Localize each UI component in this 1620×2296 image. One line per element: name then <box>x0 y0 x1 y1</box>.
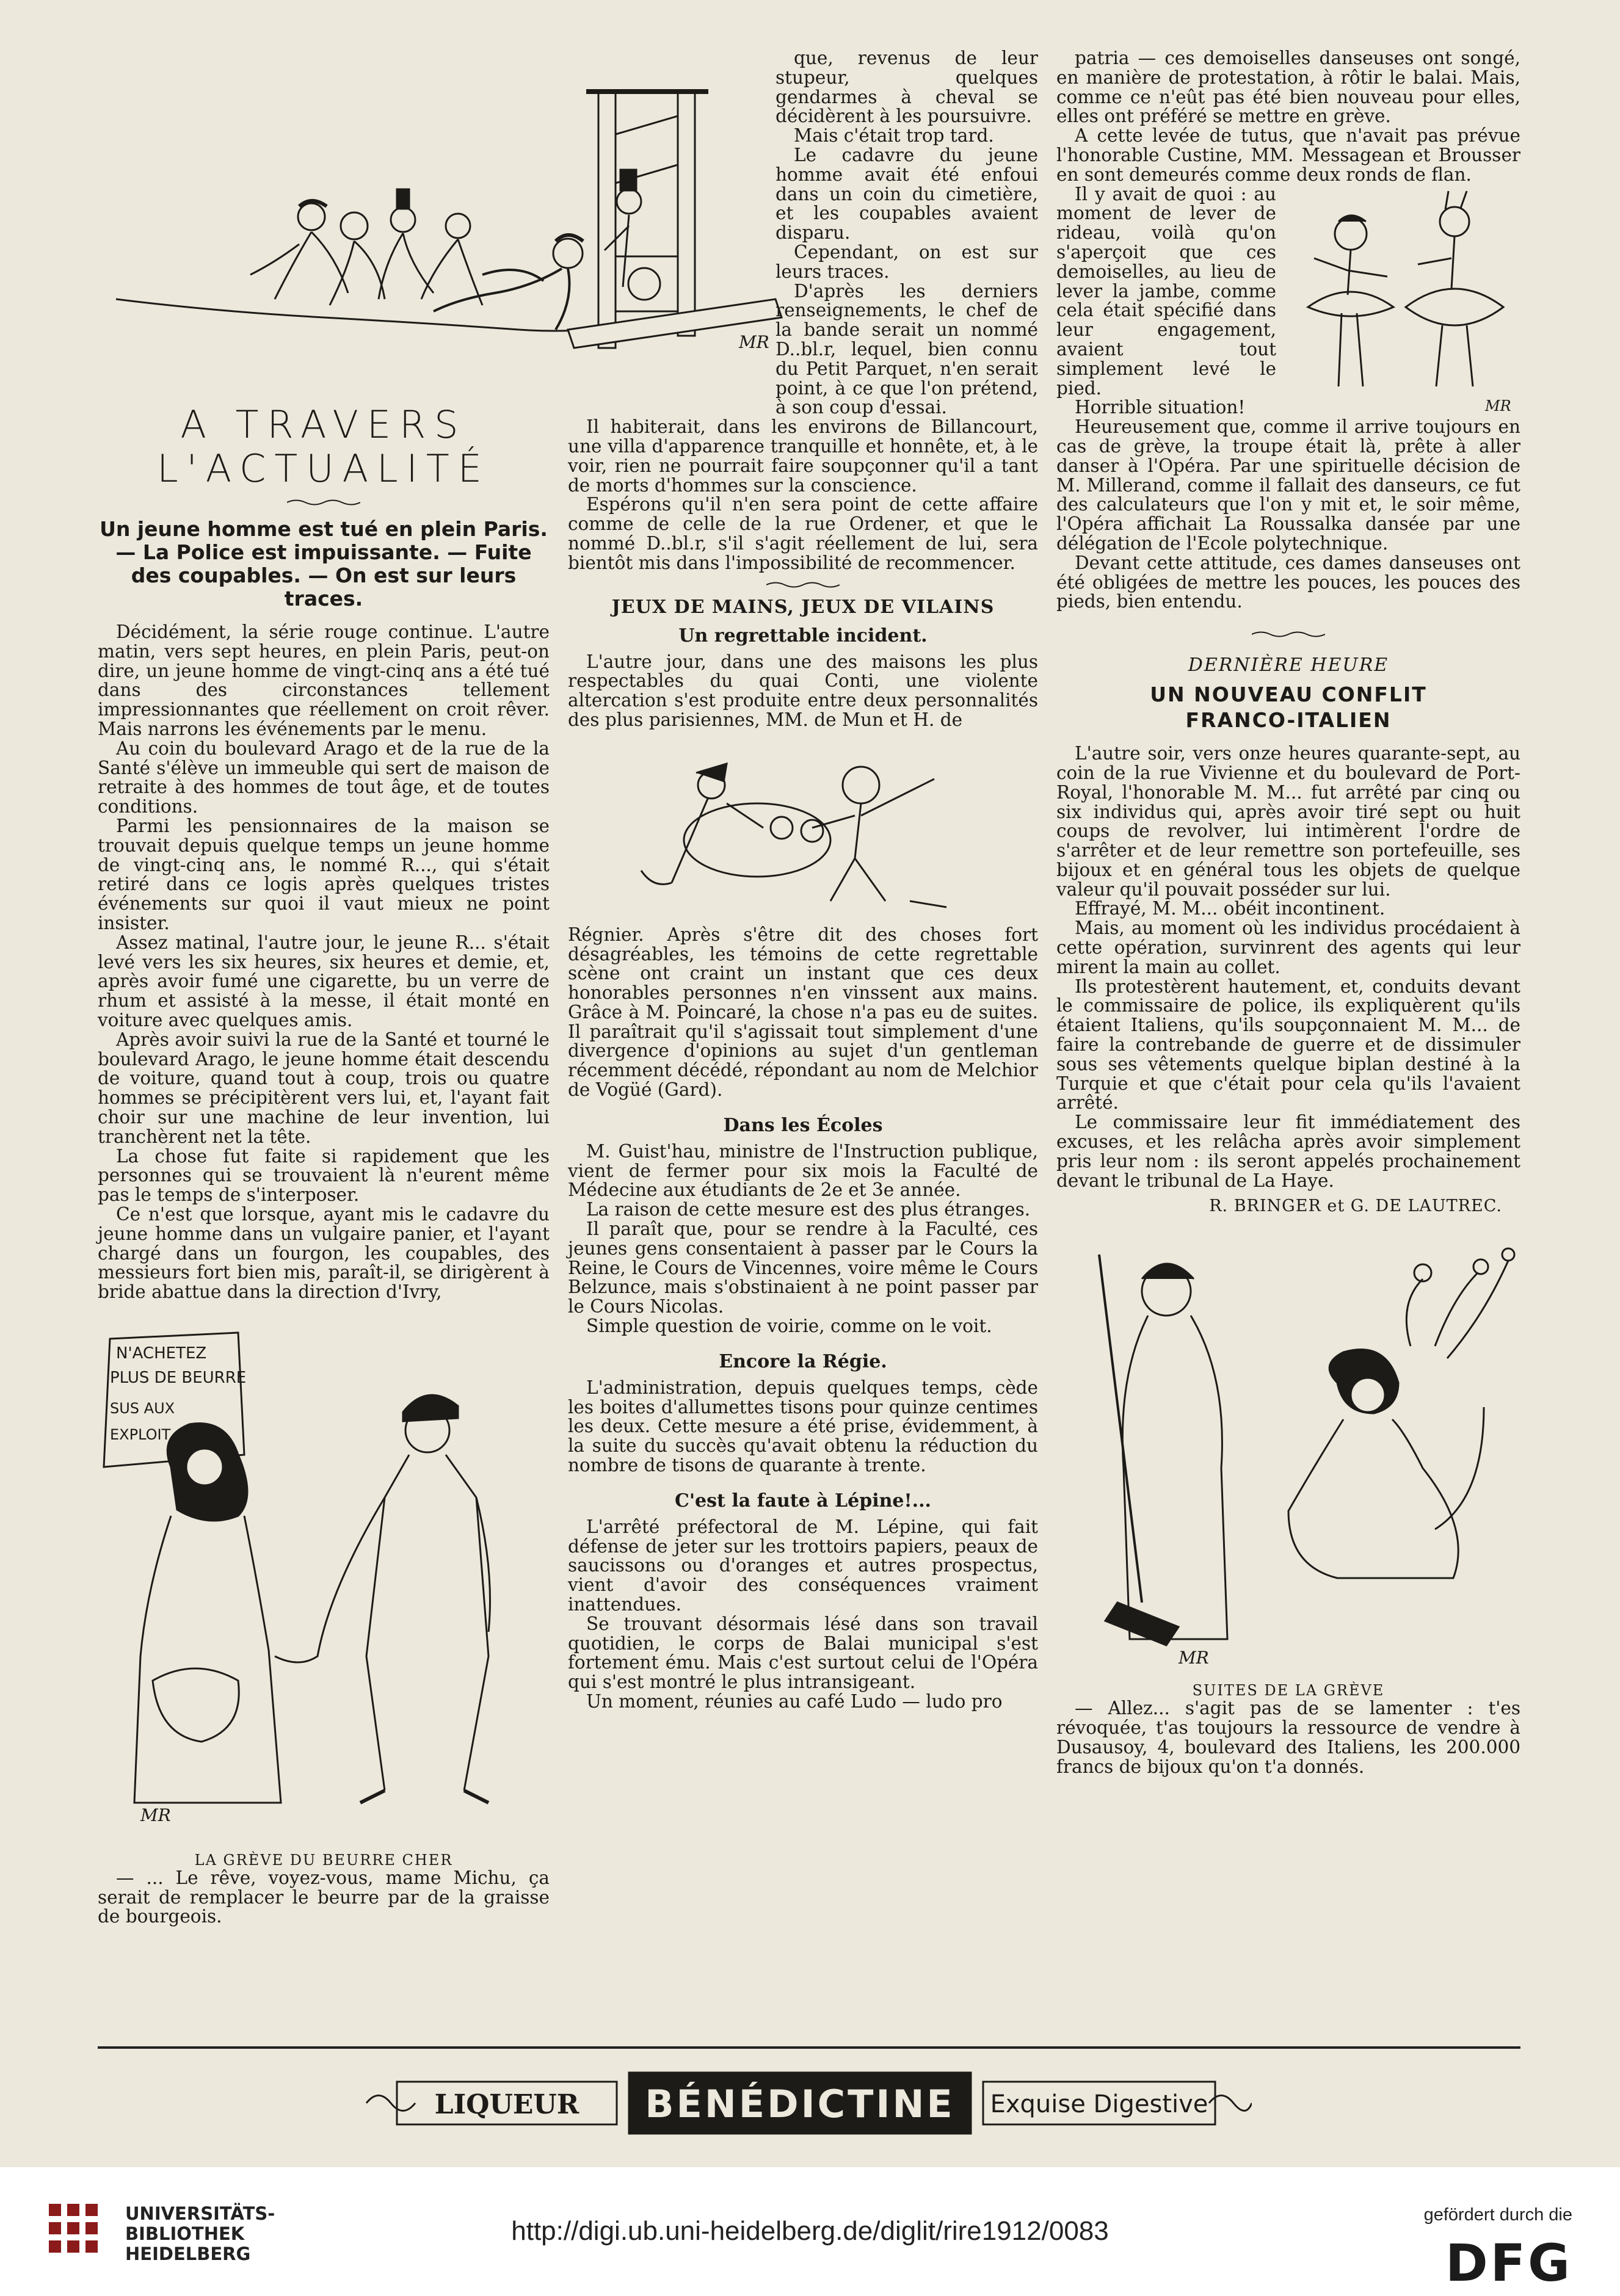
article-paragraph: A cette levée de tutus, que n'avait pas prévue l'honorable Custine, MM. Messagean et Brousser en sont demeurés comme deux ronds de flan. <box>1056 125 1520 185</box>
article-paragraph: Le cadavre du jeune homme avait été enfoui dans un coin du cimetière, et les coupables avaient disparu. <box>775 144 1038 244</box>
banner-left-text: LIQUEUR <box>434 2089 579 2120</box>
column-left <box>98 49 769 1927</box>
sign-text: EXPLOIT <box>110 1425 171 1443</box>
conflict-headline-line2: FRANCO-ITALIEN <box>1185 708 1392 733</box>
article-paragraph: Horrible situation! <box>1075 397 1246 418</box>
ornament-divider <box>766 581 840 589</box>
benedictine-banner <box>360 2070 1252 2137</box>
article-paragraph: Assez matinal, l'autre jour, le jeune R... s'était levé vers les six heures, six heures et demie, et, après avoir fumé une cigarette, bu un verre de rhum et assisté à la messe, il était monté en voiture avec quelques amis. <box>98 932 550 1030</box>
article-paragraph: Simple question de voirie, comme on le voit. <box>586 1316 992 1337</box>
illustration-caption-title: LA GRÈVE DU BEURRE CHER <box>194 1851 453 1869</box>
column-middle <box>568 49 1038 1712</box>
article-paragraph: L'autre soir, vers onze heures quarante-sept, au coin de la rue Vivienne et du boulevard de Port-Royal, l'honorable M. M... fut arrêté par cinq ou six individus qui, après avoir tiré sept ou huit coups de revolver, lui intimèrent l'ordre de s'arrêter et de leur remettre son portefeuille, ses bijoux et en général tous les objets de quelque valeur qu'il pouvait posséder sur lui. <box>1056 743 1520 900</box>
article-paragraph: Effrayé, M. M... obéit incontinent. <box>1075 898 1386 919</box>
article-paragraph: Mais c'était trop tard. <box>794 125 994 147</box>
article-paragraph: Après avoir suivi la rue de la Santé et tourné le boulevard Arago, le jeune homme était descendu de voiture, quand tout à coup, trois ou quatre hommes se précipitèrent vers lui, et, l'ayant fait choir sur une machine de leur invention, lui tranchèrent net la tête. <box>98 1029 550 1147</box>
article-paragraph: M. Guist'hau, ministre de l'Instruction publique, vient de fermer pour six mois la Faculté de Médecine aux étudiants de 2e et 3e année. <box>568 1140 1038 1201</box>
brawl-illustration <box>568 736 1038 919</box>
ornament-divider <box>287 498 360 507</box>
article-paragraph: Un moment, réunies au café Ludo — ludo pro <box>586 1691 1003 1712</box>
conflict-headline-line1: UN NOUVEAU CONFLIT <box>1150 683 1427 707</box>
article-paragraph: que, revenus de leur stupeur, quelques gendarmes à cheval se décidèrent à les poursuivre. <box>775 48 1038 127</box>
section-subheading: Dans les Écoles <box>723 1114 883 1136</box>
article-paragraph: Ce n'est que lorsque, ayant mis le cadavre du jeune homme dans un vulgaire panier, et l'ayant chargé dans un fourgon, les coupables, des messieurs fort bien mis, paraît-il, se dirigèrent à bride abattue dans la direction d'Ivry, <box>98 1203 550 1303</box>
artist-mark: MR <box>1179 1648 1209 1668</box>
article-paragraph: Parmi les pensionnaires de la maison se trouvait depuis quelque temps un jeune homme de vingt-cinq ans, le nommé R..., qui s'était retiré dans ce logis après quelques tristes événements sur quoi il vaut mieux ne point insister. <box>98 815 550 933</box>
article-paragraph: Heureusement que, comme il arrive toujours en cas de grève, la troupe était là, prête à aller danser à l'Opéra. Par une spirituelle décision de M. Millerand, comme il fallait des danseurs, ce fut des calculateurs que l'on y mit et, le soir même, l'Opéra affichait La Roussalka dansée par une délégation de l'Ecole polytechnique. <box>1056 416 1520 554</box>
article-paragraph: D'après les derniers renseignements, le chef de la bande serait un nommé D..bl.r, lequel, bien connu du Petit Parquet, n'en serait point, à ce que l'on prétend, à son coup d'essai. <box>775 280 1038 418</box>
article-paragraph: patria — ces demoiselles danseuses ont songé, en manière de protestation, à rôtir le balai. Mais, comme ce n'eût pas été bien nouveau pour elles, elles ont préféré se mettre en grève. <box>1056 48 1520 127</box>
article-paragraph: L'arrêté préfectoral de M. Lépine, qui fait défense de jeter sur les trottoirs papiers, peaux de saucissons ou d'oranges et autres prospectus, vient d'avoir des conséquences vraiment inattendues. <box>568 1516 1038 1615</box>
section-title-line1: A TRAVERS <box>180 402 467 447</box>
section-subheading: Encore la Régie. <box>719 1350 887 1372</box>
sign-text: PLUS DE BEURRE <box>110 1368 247 1387</box>
artist-mark: MR <box>1485 397 1511 415</box>
article-paragraph: Il y avait de quoi : au moment de lever de rideau, voilà qu'on s'aperçoit que ces demoiselles, au lieu de lever la jambe, comme cela était spécifié dans leur engagement, avaient tout simplement levé le pied. <box>1056 183 1276 399</box>
strike-aftermath-illustration <box>1056 1224 1520 1676</box>
bottom-rule <box>98 2046 1520 2049</box>
section-title-line2: L'ACTUALITÉ <box>157 446 490 491</box>
column-right <box>1056 49 1520 1777</box>
permalink-url[interactable]: http://digi.ub.uni-heidelberg.de/diglit/rire1912/0083 <box>511 2216 1109 2246</box>
article-paragraph: Il paraît que, pour se rendre à la Faculté, ces jeunes gens consentaient à passer par le Cours la Reine, le Cours de Vincennes, voire même le Cours Belzunce, mais s'obstinaient à ne point passer par le Cours Nicolas. <box>568 1219 1038 1317</box>
dfg-logo: DFG <box>1445 2233 1572 2293</box>
illustration-caption: — ... Le rêve, voyez-vous, mame Michu, ça serait de remplacer le beurre par de la graisse de bourgeois. <box>98 1867 550 1927</box>
illustration-caption: — Allez... s'agit pas de se lamenter : t'es révoquée, t'as toujours la ressource de vendre à Dusausoy, 4, boulevard des Italiens, les 200.000 francs de bijoux qu'on t'a donnés. <box>1056 1698 1520 1777</box>
article-paragraph: Mais, au moment où les individus procédaient à cette opération, survinrent des agents qui leur mirent la main au collet. <box>1056 918 1520 977</box>
article-paragraph: Il habiterait, dans les environs de Billancourt, une villa d'apparence tranquille et honnête, et, à le voir, rien ne pourrait faire soupçonner qu'il a tant de morts d'hommes sur la conscience. <box>568 416 1038 496</box>
digitization-footer <box>0 2167 1620 2296</box>
article-paragraph: Cependant, on est sur leurs traces. <box>775 241 1038 282</box>
article-paragraph: Espérons qu'il n'en sera point de cette affaire comme de celle de la rue Ordener, et que le nommé D..bl.r, s'il s'agit réellement de lui, sera bientôt mis dans l'impossibilité de recommencer. <box>568 494 1038 573</box>
section-subheading: Un regrettable incident. <box>678 625 928 646</box>
article-paragraph: Devant cette attitude, ces dames danseuses ont été obligées de mettre les pouces, les pouces des pieds, bien entendu. <box>1056 552 1520 612</box>
banner-brand-text: BÉNÉDICTINE <box>645 2082 955 2126</box>
banner-right-text: Exquise Digestive <box>990 2090 1208 2118</box>
article-paragraph: La raison de cette mesure est des plus étranges. <box>586 1199 1031 1220</box>
butter-strike-illustration <box>98 1314 550 1845</box>
article-paragraph: L'administration, depuis quelques temps, cède les boites d'allumettes tisons pour quinze centimes les deux. Cette mesure a été prise, évidemment, à la suite du succès qu'avait obtenu la réduction du nombre de tisons de quarante à trente. <box>568 1377 1038 1476</box>
article-paragraph: Au coin du boulevard Arago et de la rue de la Santé s'élève un immeuble qui sert de maison de retraite à des hommes de tout âge, et de toutes conditions. <box>98 737 550 817</box>
illustration-caption-title: SUITES DE LA GRÈVE <box>1192 1682 1385 1700</box>
ornament-divider <box>1252 630 1325 639</box>
artist-mark: MR <box>140 1805 171 1825</box>
article-paragraph: Décidément, la série rouge continue. L'autre matin, vers sept heures, en plein Paris, peut-on dire, un jeune homme de vingt-cinq ans a été tué dans des circonstances tellement impressionnantes que réellement on croit rêver. Mais narrons les événements par le menu. <box>98 621 550 739</box>
section-subheading: C'est la faute à Lépine!... <box>675 1490 931 1512</box>
section-heading: JEUX DE MAINS, JEUX DE VILAINS <box>611 596 995 618</box>
author-signature: R. BRINGER et G. DE LAUTREC. <box>1209 1197 1502 1216</box>
article-subhead: Un jeune homme est tué en plein Paris. — La Police est impuissante. — Fuite des coupables. — On est sur leurs traces. <box>100 517 548 610</box>
article-paragraph: La chose fut faite si rapidement que les personnes qui se trouvaient là n'eurent même pas le temps de s'interposer. <box>98 1145 550 1206</box>
article-paragraph: Régnier. Après s'être dit des choses fort désagréables, les témoins de cette regrettable scène ont craint un instant que ces deux honorables personnes n'en vinssent aux mains. Grâce à M. Poincaré, la chose n'a pas eu de suites. Il paraîtrait qu'il s'agissait tout simplement d'une divergence d'opinions au sujet d'un gentleman récemment décédé, répondant au nom de Melchior de Vogüé (Gard). <box>568 924 1038 1101</box>
university-name: UNIVERSITÄTS- BIBLIOTHEK HEIDELBERG <box>125 2203 275 2264</box>
article-paragraph: Le commissaire leur fit immédiatement des excuses, et les relâcha après avoir simplement pris leur nom : ils seront appelés prochainement devant le tribunal de La Haye. <box>1056 1112 1520 1191</box>
dancers-illustration <box>1284 185 1516 417</box>
sign-text: N'ACHETEZ <box>116 1344 207 1363</box>
sign-text: SUS AUX <box>110 1399 175 1417</box>
article-paragraph: Se trouvant désormais lésé dans son travail quotidien, le corps de Balai municipal s'est fortement ému. Mais c'est surtout celui de l'Opéra qui s'est montré le plus intransigeant. <box>568 1613 1038 1693</box>
article-paragraph: Ils protestèrent hautement, et, conduits devant le commissaire de police, ils expliquèrent qu'ils étaient Italiens, qu'ils soupçonnaient M. M... de faire la contrebande de guerre et de dissimuler sous ses vêtements quelque biplan destiné à la Turquie et que c'était pour cela qu'ils l'avaient arrêté. <box>1056 976 1520 1114</box>
article-paragraph: L'autre jour, dans une des maisons les plus respectables du quai Conti, une violente altercation s'est produite entre deux personnalités des plus parisiennes, MM. de Mun et H. de <box>568 651 1038 730</box>
late-news-heading: DERNIÈRE HEURE <box>1188 654 1389 676</box>
artist-mark: MR <box>739 332 769 352</box>
funding-note: gefördert durch die <box>1423 2205 1572 2225</box>
